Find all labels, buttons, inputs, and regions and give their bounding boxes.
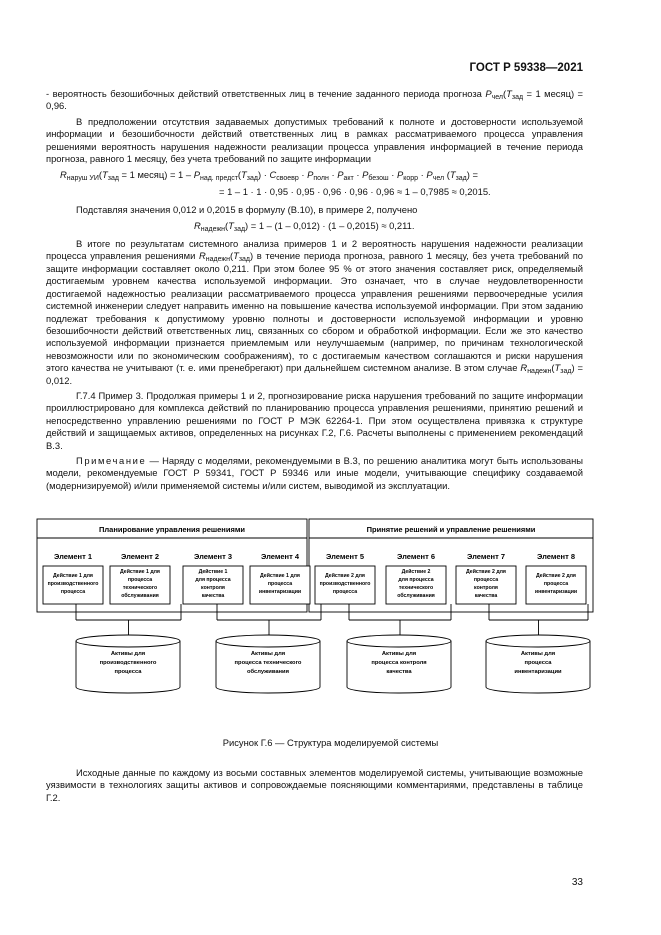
action-text-6-2: для процесса xyxy=(398,577,434,583)
formula-risk-ui-value: = 1 – 1 · 1 · 0,95 · 0,95 · 0,96 · 0,96 · 0,96 ≈ 1 – 0,7985 ≈ 0,2015. xyxy=(219,185,491,197)
paragraph-example-3: Г.7.4 Пример 3. Продолжая примеры 1 и 2, прогнозирование риска нарушения требований по защите информации проиллюстрировано для комплекса действий по планированию процесса управления решениями, принятию решений и непосредственно управлению решениями по ГОСТ Р МЭК 62264-1. При этом осуществлена привязка к структуре действий и защищаемых активов, определенных на рисунках Г.2, Г.6. Расчеты выполнены с применением рекомендаций В.3. xyxy=(46,389,583,451)
action-text-6-3: технического xyxy=(398,585,434,591)
asset-text-1-2: производственного xyxy=(99,660,157,666)
asset-text-4-1: Активы для xyxy=(520,651,556,657)
action-text-7-4: качества xyxy=(474,593,498,599)
elements-layer xyxy=(43,552,586,604)
asset-text-1-3: процесса xyxy=(114,669,142,675)
action-text-5-3: процесса xyxy=(332,589,358,595)
action-text-8-3: инвентаризации xyxy=(534,589,578,595)
action-text-6-1: Действие 2 xyxy=(401,569,431,575)
asset-text-3-2: процесса контроля xyxy=(371,660,427,666)
asset-cylinder-top-4 xyxy=(486,635,590,647)
action-text-7-3: контроля xyxy=(474,585,498,591)
action-text-3-3: контроля xyxy=(201,585,225,591)
formula-risk-ui: $R_{наруш УИ}(T_{зад} = 1$ месяц) = $1 - P_{над. предст}(T_{зад}) \cdot C_{своевр} \cdot P_{полн} \cdot P_{акт} \cdot P_{безош} \cdot P_{корр} \cdot P_{чел}$ $(T_{зад})$ = xyxy=(60,169,478,183)
asset-text-2-2: процесса технического xyxy=(234,660,302,666)
action-text-2-4: обслуживания xyxy=(121,593,159,599)
asset-text-3-1: Активы для xyxy=(381,651,417,657)
asset-text-2-1: Активы для xyxy=(250,651,286,657)
assets-layer xyxy=(76,635,590,693)
paragraph-source-data: Исходные данные по каждому из восьми составных элементов моделируемой системы, учитывающие возможные уязвимости в технологиях защиты активов и сопровождаемые поясняющими комментариями, представлены в таблице Г.2. xyxy=(46,767,583,803)
action-text-2-2: процесса xyxy=(127,577,153,583)
element-label-6: Элемент 6 xyxy=(396,552,436,561)
action-text-2-1: Действие 1 для xyxy=(120,569,160,575)
element-label-5: Элемент 5 xyxy=(325,552,365,561)
paragraph-conclusion: В итоге по результатам системного анализа примеров 1 и 2 вероятность нарушения надежности реализации процесса управления решениями $R_{надежн}(T_{зад})$ в течение периода прогноза, равного 1 месяцу, без учета требований по защите информации составляет около 0,211. При этом более 95 % от этого значения составляет риск, определяемый достигаемым уровнем качества используемой информации. Это означает, что в случае неудовлетворенности достигаемой надежностью реализации рассматриваемого процесса управления решениями первоочередные усилия системной инженерии следует направить именно на повышение качества используемой информации. При этом заданию подлежат требования к допустимому уровню полноты и достоверности используемой информации и уровню безошибочности действий ответственных лиц, связанных со сбором и обработкой информации. Если же это качество используемой информации признается приемлемым или неулучшаемым (например, по причинам технологической невозможности или по экономическим соображениям), то с достигаемым качеством соглашаются и риски нарушения этого качества не учитывают (т. е. ими пренебрегают) при дальнейшем системном анализе. В этом случае $R_{надежн}(T_{зад}) = 0,012$. xyxy=(46,238,584,386)
element-label-1: Элемент 1 xyxy=(53,552,93,561)
figure-caption: Рисунок Г.6 — Структура моделируемой системы xyxy=(222,737,439,748)
action-text-4-3: инвентаризации xyxy=(258,589,302,595)
action-text-8-2: процесса xyxy=(543,581,569,587)
action-text-3-4: качества xyxy=(201,593,225,599)
action-text-1-1: Действие 1 для xyxy=(53,573,93,579)
asset-cylinder-body-1 xyxy=(76,641,180,693)
connectors-layer xyxy=(76,604,588,635)
action-text-5-2: производственного xyxy=(319,581,371,587)
asset-cylinder-top-2 xyxy=(216,635,320,647)
action-text-4-2: процесса xyxy=(267,581,293,587)
document-header: ГОСТ Р 59338—2021 xyxy=(469,62,583,74)
action-text-1-3: процесса xyxy=(60,589,86,595)
system-structure-diagram xyxy=(36,517,595,712)
asset-cylinder-top-3 xyxy=(347,635,451,647)
group-left-title: Планирование управления решениями xyxy=(99,525,245,534)
formula-reliability: $R_{надежн}(T_{зад}) = 1 - (1 - 0,012) \cdot (1 - 0,2015) \approx 0,211$. xyxy=(194,219,415,233)
page-number: 33 xyxy=(571,877,583,888)
asset-text-4-2: процесса xyxy=(524,660,552,666)
action-text-8-1: Действие 2 для xyxy=(536,573,576,579)
element-label-3: Элемент 3 xyxy=(193,552,233,561)
paragraph-probability-actions: - вероятность безошибочных действий ответственных лиц в течение заданного периода прогноза $P_{чел}(T_{зад} = 1$ месяц) = 0,96. xyxy=(46,88,584,112)
action-text-6-4: обслуживания xyxy=(397,593,435,599)
paragraph-substitution: Подставляя значения 0,012 и 0,2015 в формулу (В.10), в примере 2, получено xyxy=(76,204,418,216)
element-label-7: Элемент 7 xyxy=(466,552,506,561)
asset-text-2-3: обслуживания xyxy=(246,669,290,675)
element-label-4: Элемент 4 xyxy=(260,552,300,561)
note-label: Примечание xyxy=(76,454,147,466)
action-text-7-2: процесса xyxy=(473,577,499,583)
group-right-title: Принятие решений и управление решениями xyxy=(366,525,536,534)
asset-text-3-3: качества xyxy=(386,669,412,675)
asset-cylinder-body-3 xyxy=(347,641,451,693)
action-text-2-3: технического xyxy=(122,585,158,591)
action-text-3-1: Действие 1 xyxy=(198,569,228,575)
asset-text-1-1: Активы для xyxy=(110,651,146,657)
note: Примечание — Наряду с моделями, рекомендуемыми в В.3, по решению аналитика могут быть использованы модели, рекомендуемые ГОСТ Р 59341, ГОСТ Р 59346 или иные модели, учитывающие специфику создаваемой (модернизируемой) и/или применяемой системы и/или систем, выводимой из эксплуатации. xyxy=(46,454,583,491)
action-text-3-2: для процесса xyxy=(195,577,231,583)
asset-cylinder-body-4 xyxy=(486,641,590,693)
element-label-2: Элемент 2 xyxy=(120,552,160,561)
diagram-svg xyxy=(36,517,595,712)
action-text-7-1: Действие 2 для xyxy=(466,569,506,575)
action-text-1-2: производственного xyxy=(47,581,99,587)
paragraph-assumption: В предположении отсутствия задаваемых допустимых требований к полноте и достоверности используемой информации и безошибочности действий ответственных лиц в рамках рассматриваемого процесса управления решениями вероятность нарушения надежности реализации процесса управления информацией в течение периода прогноза, равного 1 месяцу, без учета требований по защите информации xyxy=(46,115,583,165)
action-text-4-1: Действие 1 для xyxy=(260,573,300,579)
asset-cylinder-body-2 xyxy=(216,641,320,693)
document-body xyxy=(46,88,583,495)
asset-cylinder-top-1 xyxy=(76,635,180,647)
element-label-8: Элемент 8 xyxy=(536,552,576,561)
action-text-5-1: Действие 2 для xyxy=(325,573,365,579)
asset-text-4-3: инвентаризации xyxy=(514,669,562,675)
